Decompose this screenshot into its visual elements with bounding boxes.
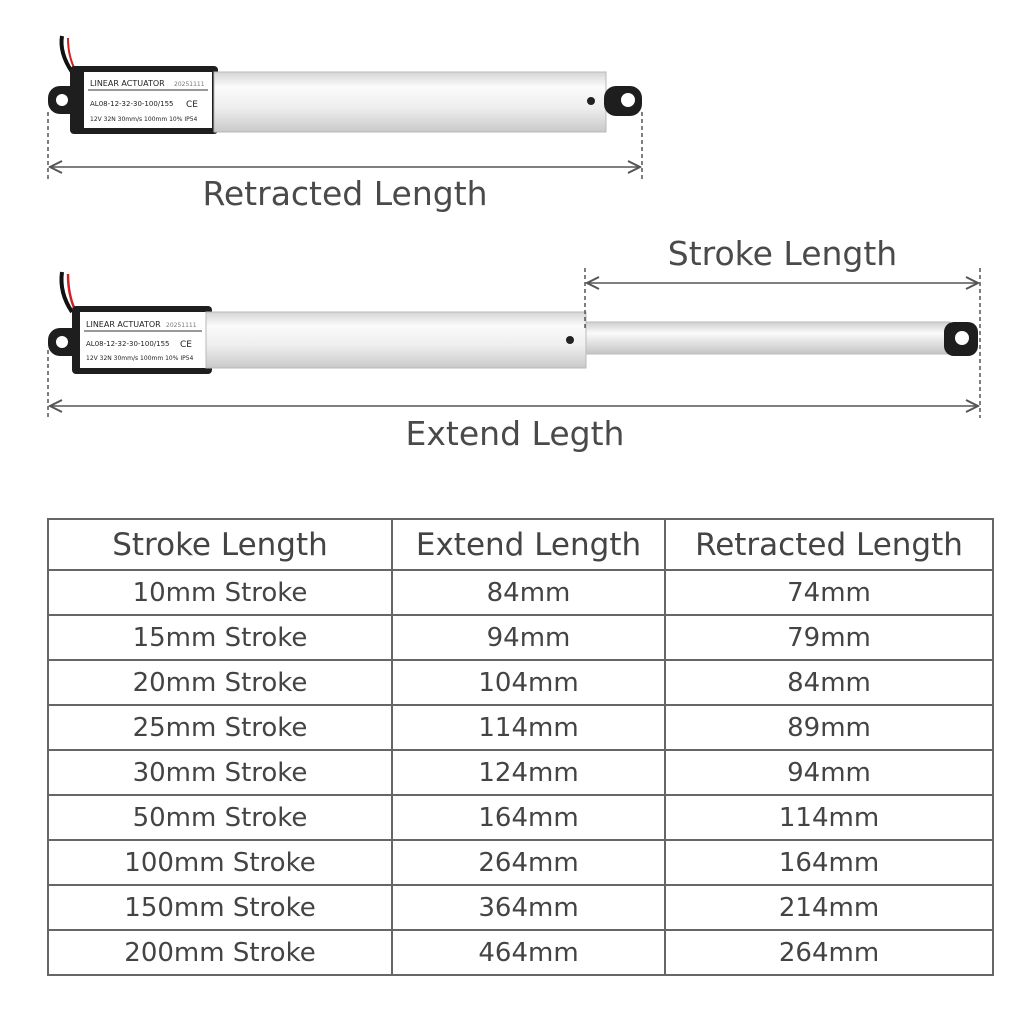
cell-extend: 104mm	[392, 660, 665, 705]
cell-retracted: 84mm	[665, 660, 993, 705]
table-row	[48, 615, 993, 660]
cell-retracted: 114mm	[665, 795, 993, 840]
header-extend-length: Extend Length	[392, 519, 665, 570]
table-row	[48, 840, 993, 885]
dimension-diagram	[0, 0, 1024, 470]
cell-extend: 94mm	[392, 615, 665, 660]
ce-mark: CE	[186, 100, 198, 110]
label-date-2: 20251111	[166, 322, 197, 329]
cell-extend: 84mm	[392, 570, 665, 615]
cell-stroke: 20mm Stroke	[48, 660, 392, 705]
cell-retracted: 214mm	[665, 885, 993, 930]
cell-retracted: 164mm	[665, 840, 993, 885]
cell-extend: 124mm	[392, 750, 665, 795]
cell-extend: 364mm	[392, 885, 665, 930]
cell-stroke: 200mm Stroke	[48, 930, 392, 975]
cell-retracted: 74mm	[665, 570, 993, 615]
cell-extend: 114mm	[392, 705, 665, 750]
label-date: 20251111	[174, 81, 205, 88]
stroke-length-label: Stroke Length	[667, 234, 898, 273]
cell-stroke: 25mm Stroke	[48, 705, 392, 750]
header-retracted-length: Retracted Length	[665, 519, 993, 570]
cell-retracted: 264mm	[665, 930, 993, 975]
cell-stroke: 50mm Stroke	[48, 795, 392, 840]
spec-table	[47, 518, 994, 976]
label-specs: 12V 32N 30mm/s 100mm 10% IP54	[90, 116, 198, 123]
label-title-2: LINEAR ACTUATOR	[86, 320, 161, 329]
cell-retracted: 94mm	[665, 750, 993, 795]
cell-retracted: 89mm	[665, 705, 993, 750]
table-row	[48, 885, 993, 930]
label-title: LINEAR ACTUATOR	[90, 79, 165, 88]
cell-extend: 264mm	[392, 840, 665, 885]
cell-stroke: 30mm Stroke	[48, 750, 392, 795]
table-row	[48, 705, 993, 750]
retracted-length-label: Retracted Length	[202, 174, 488, 213]
table-row	[48, 660, 993, 705]
cell-stroke: 100mm Stroke	[48, 840, 392, 885]
piston-rod	[586, 322, 950, 354]
table-header-row	[48, 519, 993, 570]
cell-stroke: 10mm Stroke	[48, 570, 392, 615]
header-stroke-length: Stroke Length	[48, 519, 392, 570]
extend-length-label: Extend Legth	[405, 414, 625, 453]
cell-retracted: 79mm	[665, 615, 993, 660]
table-row	[48, 570, 993, 615]
cell-stroke: 150mm Stroke	[48, 885, 392, 930]
label-model: AL08-12-32-30-100/155	[90, 100, 174, 108]
label-model-2: AL08-12-32-30-100/155	[86, 340, 170, 348]
cell-extend: 464mm	[392, 930, 665, 975]
table-row	[48, 930, 993, 975]
cell-stroke: 15mm Stroke	[48, 615, 392, 660]
table-row	[48, 750, 993, 795]
label-specs-2: 12V 32N 30mm/s 100mm 10% IP54	[86, 355, 194, 362]
table-row	[48, 795, 993, 840]
cell-extend: 164mm	[392, 795, 665, 840]
ce-mark-2: CE	[180, 340, 192, 350]
